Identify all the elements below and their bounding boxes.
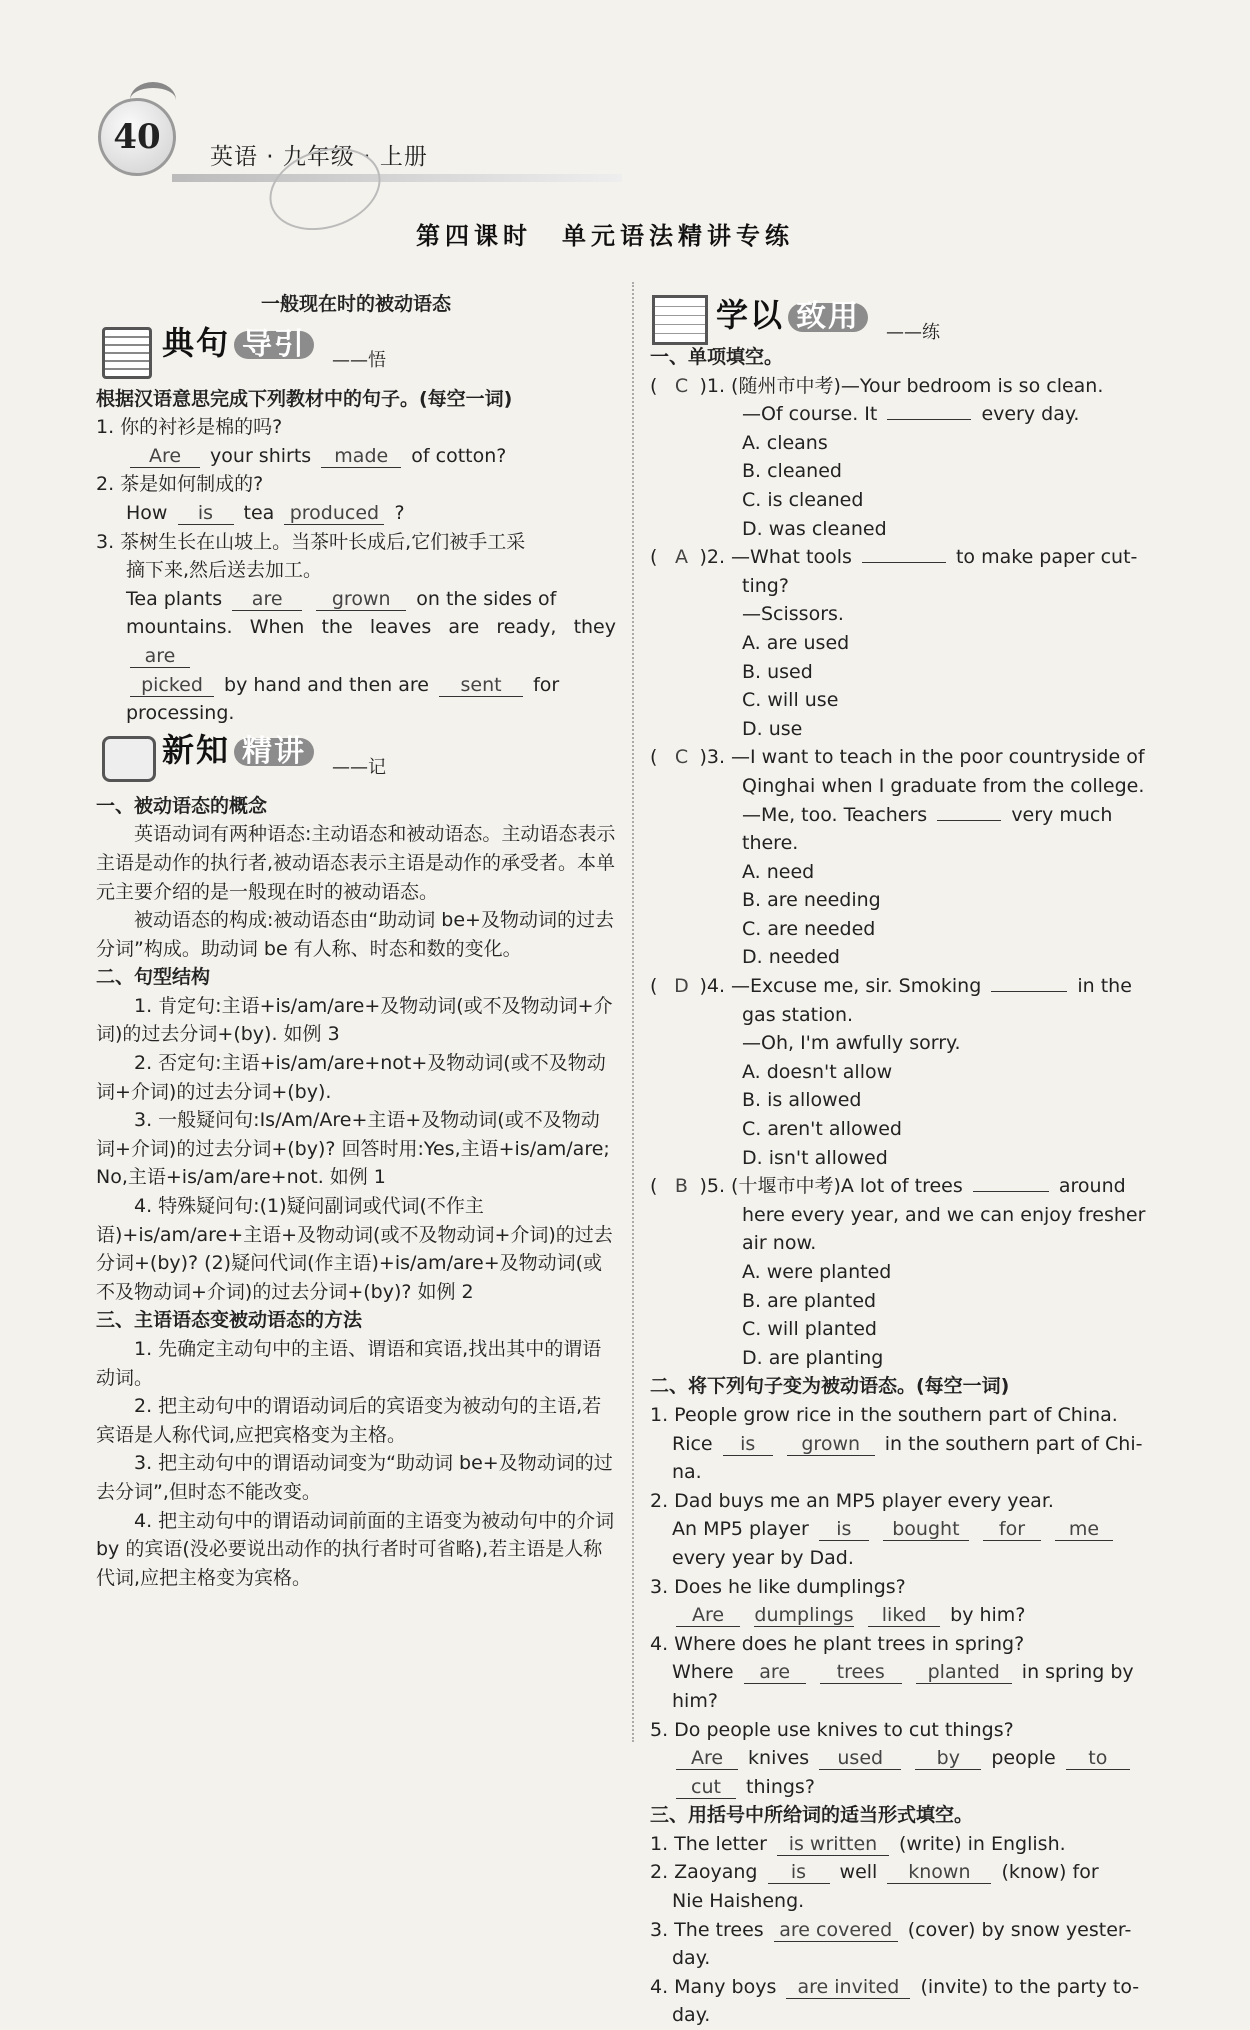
text: by him? — [950, 1604, 1026, 1627]
mc-question-1: ( C )1. (随州市中考)—Your bedroom is so clean. —Of course. It every day. A. cleansB. cleaned C. is cleanedD. was cleaned — [650, 372, 1170, 544]
blank[interactable]: liked — [868, 1604, 940, 1627]
text: air now. — [742, 1232, 817, 1255]
text: every year by Dad. — [672, 1546, 854, 1569]
blank[interactable]: produced — [284, 502, 384, 525]
blank[interactable]: Are — [130, 445, 200, 468]
q3-cn: 3. 茶树生长在山坡上。当茶叶长成后,它们被手工采 — [96, 530, 526, 553]
q3-cn2: 摘下来,然后送去加工。 — [126, 559, 323, 582]
text: things? — [746, 1775, 815, 1798]
blank[interactable]: by — [915, 1747, 981, 1770]
notepad-pen-icon — [652, 295, 708, 345]
blank[interactable]: are — [744, 1661, 806, 1684]
text: knives — [748, 1747, 810, 1770]
blank[interactable]: bought — [883, 1518, 969, 1541]
option[interactable]: D. are planting — [742, 1346, 884, 1369]
blank[interactable]: Are — [676, 1604, 740, 1627]
page-number: 40 — [113, 117, 161, 157]
blank[interactable]: is — [178, 502, 234, 525]
paragraph: 4. 特殊疑问句:(1)疑问副词或代词(不作主语)+is/am/are+主语+及物动词(或不及物动词+介词)的过去分词+(by)? (2)疑问代词(作主语)+is/am/are+及物动词(或不及物动词+介词)的过去分词+(by)? 如例 2 — [96, 1195, 613, 1303]
ff-q4-cont: day. — [672, 2004, 711, 2027]
text: Rice — [672, 1432, 713, 1455]
blank — [887, 419, 971, 420]
blank[interactable]: to — [1066, 1747, 1130, 1770]
text: 2. Zaoyang — [650, 1861, 758, 1884]
text: 3. Does he like dumplings? — [650, 1575, 906, 1598]
text: An MP5 player — [672, 1518, 809, 1541]
text: (invite) to the party to- — [920, 1975, 1140, 1998]
option[interactable]: C. aren't allowed — [742, 1118, 902, 1141]
section-new-knowledge — [96, 728, 616, 792]
heading-3: 三、主语语态变被动语态的方法 — [96, 1309, 363, 1332]
text: in spring by — [1021, 1661, 1134, 1684]
lesson-subtitle: 单元语法精讲专练 — [562, 222, 794, 250]
text: (cover) by snow yester- — [907, 1918, 1132, 1941]
pv-q2 — [650, 1487, 1170, 1573]
text: —Of course. It — [742, 403, 878, 426]
section-typical-sentences — [96, 321, 616, 385]
text: 3. —I want to teach in the poor countryside of — [706, 746, 1145, 769]
mc-question-4: ( D )4. —Excuse me, sir. Smoking in the gas station. —Oh, I'm awfully sorry. A. doesn't allowB. is allowed C. aren't allowedD. isn't allowed — [650, 972, 1170, 1172]
blank — [937, 820, 1001, 821]
option[interactable]: C. is cleaned — [742, 488, 864, 511]
text: to make paper cut- — [955, 546, 1138, 569]
q1-cn: 1. 你的衬衫是棉的吗? — [96, 416, 283, 439]
option[interactable]: B. used — [742, 660, 813, 683]
text: 3. The trees — [650, 1918, 764, 1941]
blank[interactable]: grown — [316, 588, 406, 611]
option[interactable]: C. will planted — [742, 1318, 877, 1341]
text: How — [126, 501, 168, 524]
book-title: 英语 · 九年级 · 上册 — [210, 144, 428, 170]
blank[interactable]: known — [887, 1861, 991, 1884]
blank[interactable]: Are — [676, 1747, 738, 1770]
text: (write) in English. — [899, 1832, 1066, 1855]
text: 5. (十堰市中考)A lot of trees — [706, 1175, 963, 1198]
section-sub: ——练 — [886, 322, 940, 343]
option[interactable]: D. use — [742, 717, 803, 740]
part-2-heading: 二、将下列句子变为被动语态。(每空一词) — [650, 1375, 1010, 1398]
blank[interactable]: are covered — [774, 1919, 898, 1942]
section-sub: ——记 — [332, 756, 386, 778]
ff-q3-cont: day. — [672, 1947, 711, 1970]
text: every day. — [981, 403, 1080, 426]
heading-2: 二、句型结构 — [96, 966, 211, 989]
text: for — [533, 673, 560, 696]
option[interactable]: D. isn't allowed — [742, 1146, 888, 1169]
blank[interactable]: is written — [777, 1833, 889, 1856]
text: —Me, too. Teachers — [742, 803, 928, 826]
option[interactable]: C. are needed — [742, 917, 876, 940]
text: —Oh, I'm awfully sorry. — [742, 1032, 961, 1055]
answer[interactable]: B — [674, 1175, 688, 1198]
option[interactable]: A. cleans — [742, 431, 828, 454]
mc-question-3: ( C )3. —I want to teach in the poor countryside of Qinghai when I graduate from the college. —Me, too. Teachers very much there. A. needB. are needing C. are neededD. needed — [650, 743, 1170, 972]
pv-q5 — [650, 1716, 1170, 1802]
paragraph: 3. 把主动句中的谓语动词变为“助动词 be+及物动词的过去分词”,但时态不能改变。 — [96, 1452, 613, 1503]
section-pill: 致用 — [788, 303, 868, 332]
paragraph: 1. 肯定句:主语+is/am/are+及物动词(或不及物动词+介词)的过去分词+(by). 如例 3 — [96, 994, 613, 1046]
text: Qinghai when I graduate from the college. — [742, 774, 1145, 797]
paragraph: 3. 一般疑问句:Is/Am/Are+主语+及物动词(或不及物动词+介词)的过去分词+(by)? 回答时用:Yes,主语+is/am/are; No,主语+is/am/are+not. 如例 1 — [96, 1109, 610, 1189]
text: 1. (随州市中考)—Your bedroom is so clean. — [706, 374, 1104, 397]
paragraph: 被动语态的构成:被动语态由“助动词 be+及物动词的过去分词”构成。助动词 be 有人称、时态和数的变化。 — [96, 909, 614, 960]
q3-answer — [96, 585, 616, 728]
blank[interactable]: cut — [676, 1776, 736, 1799]
option[interactable]: A. doesn't allow — [742, 1060, 893, 1083]
option[interactable]: B. are needing — [742, 889, 881, 912]
paragraph: 英语动词有两种语态:主动语态和被动语态。主动语态表示主语是动作的执行者,被动语态表示主语是动作的承受者。本单元主要介绍的是一般现在时的被动语态。 — [96, 823, 616, 903]
blank[interactable]: dumplings — [754, 1604, 854, 1627]
blank[interactable]: trees — [820, 1661, 902, 1684]
blank[interactable]: me — [1055, 1518, 1113, 1541]
option[interactable]: C. will use — [742, 689, 839, 712]
text: ting? — [742, 574, 789, 597]
blank[interactable]: are — [232, 588, 302, 611]
mc-question-2: ( A )2. —What tools to make paper cut- ting? —Scissors. A. are usedB. used C. will useD. use — [650, 543, 1170, 743]
text: well — [839, 1861, 878, 1884]
blank — [991, 991, 1067, 992]
text: 1. The letter — [650, 1832, 767, 1855]
blank[interactable]: is — [768, 1861, 830, 1884]
pv-q3 — [650, 1573, 1170, 1630]
page-number-badge — [98, 98, 176, 176]
ff-q2-cont: Nie Haisheng. — [672, 1890, 805, 1913]
text: around — [1058, 1175, 1126, 1198]
text: na. — [672, 1461, 702, 1484]
answer[interactable]: C — [674, 746, 689, 769]
option[interactable]: D. was cleaned — [742, 517, 887, 540]
left-column — [96, 290, 616, 1592]
blank[interactable]: picked — [130, 674, 214, 697]
text: mountains. When the leaves are ready, they — [126, 616, 616, 639]
text: 4. —Excuse me, sir. Smoking — [706, 975, 982, 998]
text: tea — [243, 501, 275, 524]
text: processing. — [126, 702, 235, 725]
paragraph: 2. 否定句:主语+is/am/are+not+及物动词(或不及物动词+介词)的过去分词+(by). — [96, 1052, 606, 1103]
q2-cn: 2. 茶是如何制成的? — [96, 473, 264, 496]
blank[interactable]: are invited — [786, 1976, 910, 1999]
text: in the — [1077, 975, 1132, 998]
ff-q4 — [650, 1973, 1170, 2002]
text: 2. —What tools — [706, 546, 852, 569]
text: —Scissors. — [742, 603, 844, 626]
q2-answer — [96, 499, 616, 528]
part-3-heading: 三、用括号中所给词的适当形式填空。 — [650, 1804, 974, 1827]
ff-q1 — [650, 1830, 1170, 1859]
blank[interactable]: grown — [787, 1433, 875, 1456]
part-1-heading: 一、单项填空。 — [650, 346, 784, 368]
blank[interactable]: made — [321, 445, 401, 468]
option[interactable]: A. are used — [742, 631, 850, 654]
blank[interactable]: sent — [439, 674, 523, 697]
text: of cotton? — [411, 444, 507, 467]
answer[interactable]: C — [674, 374, 689, 397]
text: 2. Dad buys me an MP5 player every year. — [650, 1489, 1054, 1512]
mc-question-5: ( B )5. (十堰市中考)A lot of trees around here every year, and we can enjoy fresher air now. A. were plantedB. are planted C. will plantedD. are planting — [650, 1172, 1170, 1372]
ff-q3 — [650, 1916, 1170, 1945]
answer[interactable]: D — [674, 975, 689, 998]
instruction: 根据汉语意思完成下列教材中的句子。(每空一词) — [96, 387, 513, 410]
blank[interactable]: used — [819, 1747, 901, 1770]
section-practice — [650, 293, 1170, 343]
text: 5. Do people use knives to cut things? — [650, 1718, 1014, 1741]
section-pill: 精讲 — [234, 738, 314, 767]
section-sub: ——悟 — [332, 349, 386, 371]
tv-icon — [102, 736, 156, 782]
text: ? — [394, 501, 405, 524]
text: Where — [672, 1661, 734, 1684]
lesson-number: 第四课时 — [416, 222, 532, 250]
book-icon — [102, 327, 152, 379]
heading-1: 一、被动语态的概念 — [96, 794, 268, 817]
q1-answer — [96, 442, 616, 471]
text: him? — [672, 1689, 718, 1712]
text: 4. Many boys — [650, 1975, 777, 1998]
section-title: 典句 — [162, 323, 231, 362]
text: by hand and then are — [224, 673, 429, 696]
lesson-title — [416, 216, 794, 251]
text: on the sides of — [416, 587, 557, 610]
blank[interactable]: is — [723, 1433, 773, 1456]
option[interactable]: B. are planted — [742, 1289, 877, 1312]
option[interactable]: B. is allowed — [742, 1089, 862, 1112]
header-rule — [172, 174, 622, 182]
blank — [862, 562, 946, 563]
blank[interactable]: for — [983, 1518, 1041, 1541]
option[interactable]: A. were planted — [742, 1261, 892, 1283]
text: here every year, and we can enjoy fresher — [742, 1203, 1146, 1226]
text: 4. Where does he plant trees in spring? — [650, 1632, 1025, 1655]
text: very much there. — [742, 803, 1113, 855]
option[interactable]: B. cleaned — [742, 460, 842, 483]
section-title: 新知 — [162, 730, 231, 769]
text: gas station. — [742, 1003, 854, 1026]
pv-q4 — [650, 1630, 1170, 1716]
section-title: 学以 — [716, 296, 785, 334]
text: (know) for — [1001, 1861, 1099, 1884]
topic-heading: 一般现在时的被动语态 — [260, 293, 451, 315]
option[interactable]: D. needed — [742, 946, 840, 969]
ff-q2 — [650, 1858, 1170, 1887]
text: your shirts — [210, 444, 312, 467]
text: people — [991, 1747, 1056, 1770]
column-divider — [632, 282, 634, 1742]
section-pill: 导引 — [234, 331, 314, 360]
answer[interactable]: A — [674, 546, 688, 569]
blank — [973, 1191, 1049, 1192]
text: 1. People grow rice in the southern part of China. — [650, 1403, 1118, 1426]
pv-q1 — [650, 1401, 1170, 1487]
blank[interactable]: is — [819, 1518, 869, 1541]
text: in the southern part of Chi- — [884, 1432, 1143, 1455]
text: Tea plants — [126, 587, 223, 610]
paragraph: 2. 把主动句中的谓语动词后的宾语变为被动句的主语,若宾语是人称代词,应把宾格变为主格。 — [96, 1395, 602, 1446]
right-column — [650, 296, 1170, 2030]
paragraph: 1. 先确定主动句中的主语、谓语和宾语,找出其中的谓语动词。 — [96, 1338, 602, 1389]
option[interactable]: A. need — [742, 860, 815, 883]
blank[interactable]: planted — [916, 1661, 1012, 1684]
blank[interactable]: are — [130, 645, 190, 668]
paragraph: 4. 把主动句中的谓语动词前面的主语变为被动句中的介词 by 的宾语(没必要说出动作的执行者时可省略),若主语是人称代词,应把主格变为宾格。 — [96, 1509, 615, 1589]
